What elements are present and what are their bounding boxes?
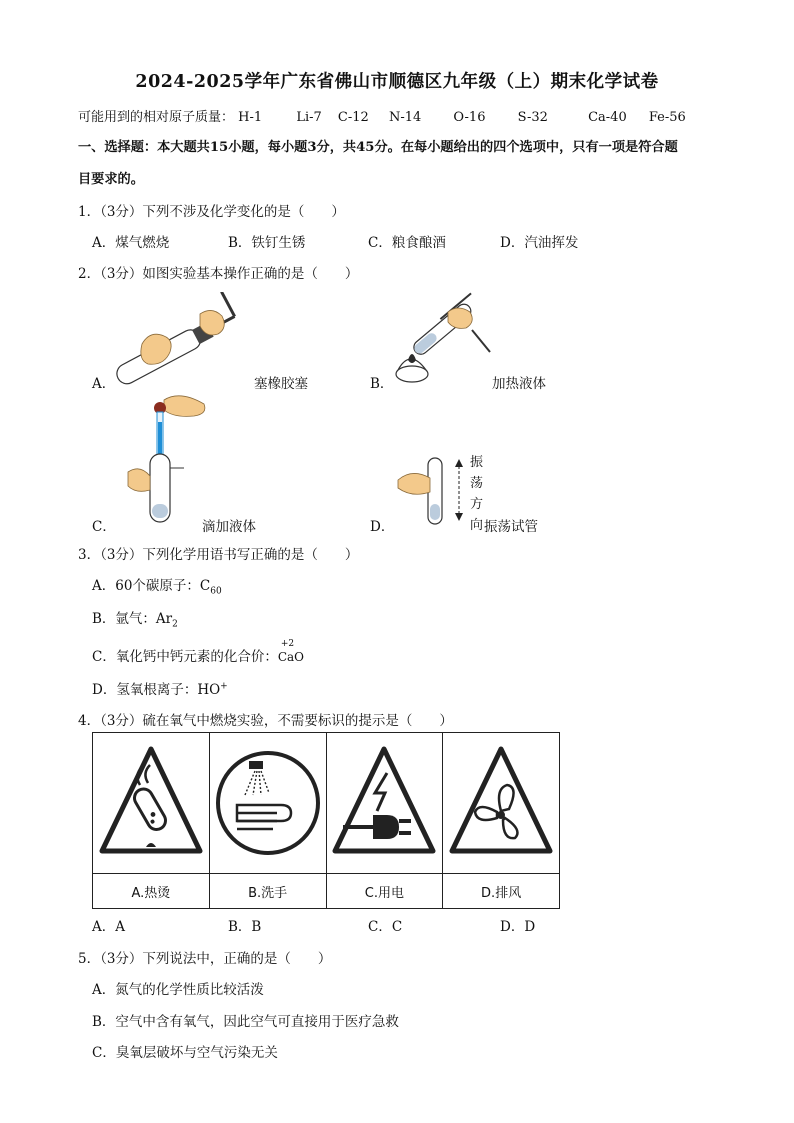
q5-option-a: A．氮气的化学性质比较活泼 xyxy=(92,982,264,998)
sign-caption-ventilation: D.排风 xyxy=(443,874,560,909)
q3-option-a-subscript: 60 xyxy=(210,586,222,597)
shake-direction-arrow-icon xyxy=(452,458,466,522)
shake-label-char: 方 xyxy=(470,497,484,512)
q3-option-b xyxy=(92,607,178,630)
mass-o: O-16 xyxy=(453,110,486,125)
shake-label-char: 荡 xyxy=(470,476,484,491)
q5-option-b: B．空气中含有氧气，因此空气可直接用于医疗急救 xyxy=(92,1014,399,1030)
sign-caption-wash-hands: B.洗手 xyxy=(209,874,326,909)
q4-option-b: B．B xyxy=(228,919,262,935)
sign-caption-hot: A.热烫 xyxy=(93,874,210,909)
mass-ca: Ca-40 xyxy=(588,110,627,125)
sign-cell-ventilation xyxy=(443,733,560,874)
ventilation-fan-icon xyxy=(446,741,556,861)
q4-option-c: C．C xyxy=(368,919,403,935)
valence-formula-text: CaO xyxy=(277,650,305,664)
section-heading-line1: 一、选择题：本大题共15小题，每小题3分，共45分。在每小题给出的四个选项中，只有一项是符合题 xyxy=(78,140,678,155)
page-title: 2024-2025学年广东省佛山市顺德区九年级（上）期末化学试卷 xyxy=(135,72,659,92)
q3-option-d-text: D．氢氧根离子：HO xyxy=(92,682,221,698)
q5-stem: 5．（3分）下列说法中，正确的是（ ） xyxy=(78,951,332,967)
atomic-masses-label: 可能用到的相对原子质量： xyxy=(78,110,235,125)
q3-option-d-superscript: + xyxy=(220,681,228,692)
mass-n: N-14 xyxy=(388,110,422,125)
mass-c: C-12 xyxy=(337,110,369,125)
wash-hands-icon xyxy=(213,741,323,861)
safety-signs-table xyxy=(92,732,560,909)
q2-option-a-letter: A． xyxy=(92,376,116,392)
q2-option-a-caption: 塞橡胶塞 xyxy=(254,376,308,392)
shake-label-char: 向 xyxy=(470,518,484,533)
q1-option-c: C．粮食酿酒 xyxy=(368,235,446,251)
q1-option-d: D．汽油挥发 xyxy=(500,235,579,251)
sign-cell-electricity xyxy=(326,733,443,874)
q5-option-c: C．臭氧层破坏与空气污染无关 xyxy=(92,1045,278,1061)
fig-heat-liquid-illustration xyxy=(388,290,498,386)
q1-option-a: A．煤气燃烧 xyxy=(92,235,170,251)
q1-option-b: B．铁钉生锈 xyxy=(228,235,306,251)
sign-caption-electricity: C.用电 xyxy=(326,874,443,909)
fig-dropper-illustration xyxy=(124,392,214,528)
mass-fe: Fe-56 xyxy=(648,110,686,125)
q3-option-c xyxy=(92,639,305,665)
q3-option-a xyxy=(92,574,222,597)
sign-cell-hot xyxy=(93,733,210,874)
q4-option-a: A．A xyxy=(92,919,125,935)
q2-option-d-caption: 振荡试管 xyxy=(484,519,538,535)
q4-stem: 4．（3分）硫在氧气中燃烧实验，不需要标识的提示是（ ） xyxy=(78,713,453,729)
sign-cell-wash-hands xyxy=(209,733,326,874)
valence-formula xyxy=(277,639,305,664)
fig-insert-stopper-illustration xyxy=(112,292,252,392)
q3-option-d xyxy=(92,678,228,698)
q2-option-c-caption: 滴加液体 xyxy=(202,519,256,535)
q3-stem: 3．（3分）下列化学用语书写正确的是（ ） xyxy=(78,547,359,563)
q2-option-d-letter: D． xyxy=(370,519,395,535)
shake-label-char: 振 xyxy=(470,455,484,470)
hot-warning-icon xyxy=(96,741,206,861)
mass-h: H-1 xyxy=(238,110,263,125)
q1-stem: 1．（3分）下列不涉及化学变化的是（ ） xyxy=(78,204,345,220)
q2-option-b-letter: B． xyxy=(370,376,394,392)
electricity-warning-icon xyxy=(329,741,439,861)
q3-option-a-text: A．60个碳原子：C xyxy=(92,578,211,594)
mass-s: S-32 xyxy=(517,110,548,125)
q3-option-c-text: C．氧化钙中钙元素的化合价： xyxy=(92,649,278,665)
q2-option-c-letter: C． xyxy=(92,519,116,535)
atomic-masses-line xyxy=(78,106,708,125)
valence-mark: +2 xyxy=(280,639,295,649)
q3-option-b-text: B．氩气：Ar xyxy=(92,611,173,627)
q3-option-b-subscript: 2 xyxy=(172,619,178,630)
mass-li: Li-7 xyxy=(296,110,322,125)
section-heading-line2: 目要求的。 xyxy=(78,172,144,187)
q4-option-d: D．D xyxy=(500,919,536,935)
q2-option-b-caption: 加热液体 xyxy=(492,376,546,392)
q2-stem: 2．（3分）如图实验基本操作正确的是（ ） xyxy=(78,266,359,282)
